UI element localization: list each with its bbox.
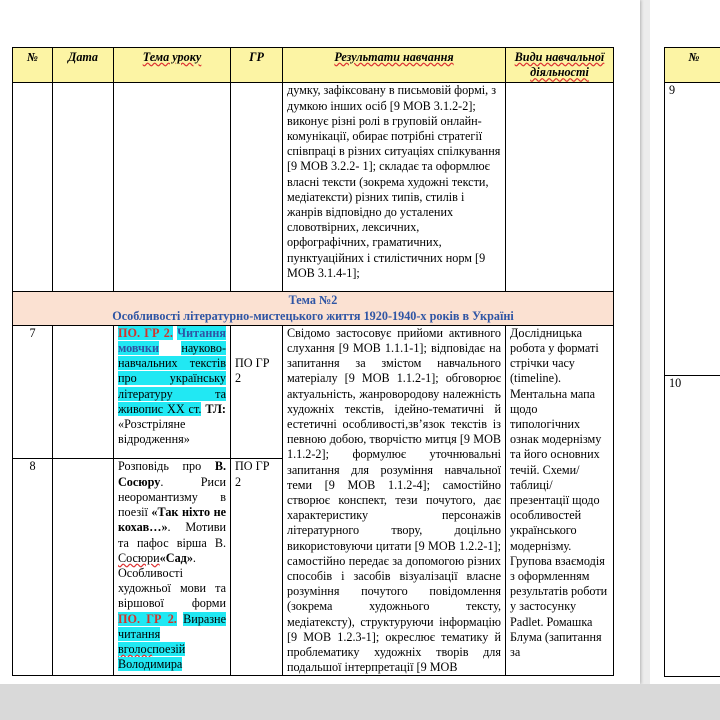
section-heading [13, 292, 614, 325]
next-page-table [664, 47, 720, 677]
col-header-number: № [13, 48, 53, 83]
results-cell: думку, зафіксовану в письмовій формі, з думкою інших осіб [9 МОВ 3.1.2-2]; виконує різні ролі в груповій онлайн-комунікації, обирає потрібні стратегії співпраці в різних ситуаціях спілкування [9 МОВ 3.2.2- 1]; складає та оформлює власні тексти (зокрема художні тексти, медіатексти) різних типів, стилів і жанрів відповідно до усталених словотвірних, лексичних, орфографічних, граматичних, пунктуаційних і стилістичних норм [9 МОВ 3.1.4-1]; [283, 83, 506, 292]
col-header-topic: Тема уроку [114, 48, 231, 83]
section-subtitle: Особливості літературно-мистецького життя 1920-1940-х років в Україні [112, 308, 514, 323]
col-header-number: № [665, 48, 720, 83]
status-bar [0, 684, 720, 720]
lesson-plan-table [12, 47, 614, 676]
gr-cell: ПО ГР 2 [231, 459, 283, 676]
col-header-results: Результати навчання [283, 48, 506, 83]
section-row [13, 292, 614, 325]
row-number: 9 [665, 83, 720, 376]
col-header-activities: Види навчальної діяльності [506, 48, 614, 83]
row-number: 10 [665, 376, 720, 677]
table-row [13, 83, 614, 292]
col-header-date: Дата [53, 48, 114, 83]
gr-cell: ПО ГР 2 [231, 325, 283, 459]
row-number: 7 [13, 325, 53, 459]
activities-cell: Дослідницька робота у форматі стрічки часу (timeline). Ментальна мапа щодо типологічних ознак модернізму та його основних течій. Схеми/таблиці/презентації щодо особливостей українського модернізму. Групова взаємодія з оформленням результатів роботи у застосунку Padlet. Ромашка Блума (запитання за [506, 325, 614, 676]
date-cell [53, 325, 114, 459]
topic-cell: Розповідь про В. Сосюру. Риси неоромантизму в поезії «Так ніхто не кохав…». Мотиви та пафос вірша В. Сосюри«Сад». Особливості художньої мови та віршової форми ПО. ГР 2. Виразне читання вголоспоезій Володимира [114, 459, 231, 676]
table-row [13, 325, 614, 459]
col-header-gr: ГР [231, 48, 283, 83]
topic-cell: ПО. ГР 2. Читання мовчки науково-навчальних текстів про українську літературу та живопис XX ст. ТЛ: «Розстріляне відродження» [114, 325, 231, 459]
table-header-row [13, 48, 614, 83]
date-cell [53, 459, 114, 676]
row-number: 8 [13, 459, 53, 676]
results-cell: Свідомо застосовує прийоми активного слухання [9 МОВ 1.1.1-1]; відповідає на запитання за змістом навчального матеріалу [9 МОВ 1.1.2-1]; обговорює актуальність, жанровородову належність художніх текстів, ідейно-тематичні й естетичні особливості,зв’язок текстів із певною добою, творчістю митця [9 МОВ 1.1.2-2]; формулює уточнювальні запитання для розуміння навчальної теми [9 МОВ 1.1.2-4]; самостійно створює конспект, тези почутого, дає характеристику персонажів літературного твору, доцільно використовуючи цитати [9 МОВ 1.2.2-1]; самостійно передає за допомогою різних способів і засобів візуалізації власне розуміння почутого повідомлення (зокрема художнього тексту, медіатексту), структуруючи інформацію [9 МОВ 1.2.3-1]; окреслює тематику й проблематику художніх творів для подальшої інтерпретації [9 МОВ [283, 325, 506, 676]
section-title: Тема №2 [288, 293, 338, 308]
